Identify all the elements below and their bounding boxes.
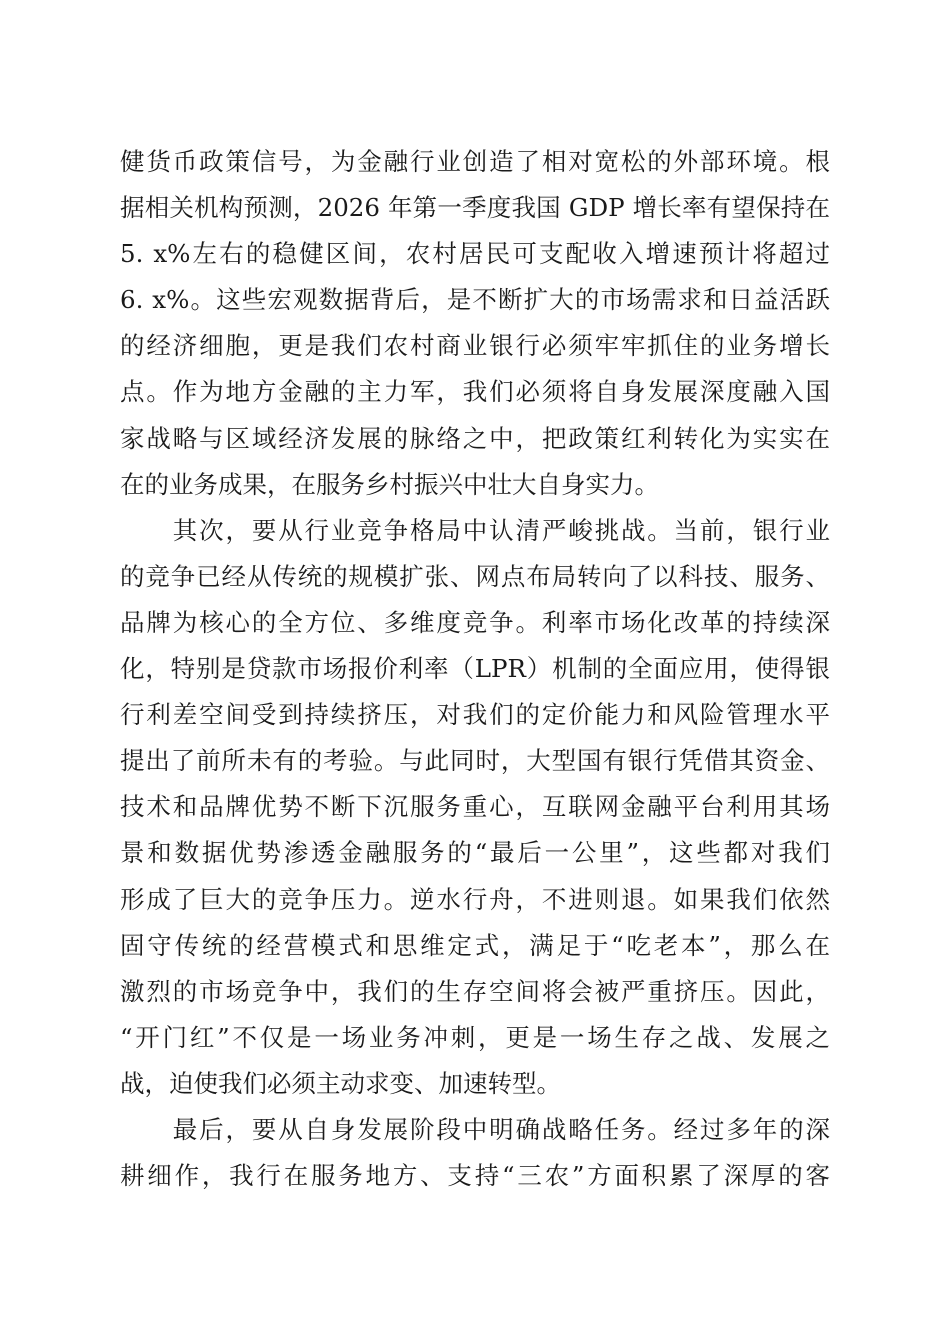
text-line: 在的业务成果，在服务乡村振兴中壮大自身实力。 (120, 469, 659, 499)
text-line: 技术和品牌优势不断下沉服务重心，互联网金融平台利用其场 (120, 792, 830, 822)
text-line: 品牌为核心的全方位、多维度竞争。利率市场化改革的持续深 (120, 607, 830, 637)
text-line: 景和数据优势渗透金融服务的“最后一公里”，这些都对我们 (120, 838, 830, 868)
text-line: 固守传统的经营模式和思维定式，满足于“吃老本”，那么在 (120, 930, 830, 960)
text-line: 6. x%。这些宏观数据背后，是不断扩大的市场需求和日益活跃 (120, 285, 830, 315)
text-line: 5. x%左右的稳健区间，农村居民可支配收入增速预计将超过 (120, 239, 830, 269)
text-line: 点。作为地方金融的主力军，我们必须将自身发展深度融入国 (120, 377, 830, 407)
body-text (120, 139, 830, 1199)
text-line: 最后，要从自身发展阶段中明确战略任务。经过多年的深 (120, 1114, 830, 1144)
text-line: “开门红”不仅是一场业务冲刺，更是一场生存之战、发展之 (120, 1022, 830, 1052)
text-line: 形成了巨大的竞争压力。逆水行舟，不进则退。如果我们依然 (120, 884, 830, 914)
text-line: 行利差空间受到持续挤压，对我们的定价能力和风险管理水平 (120, 700, 830, 730)
text-line: 的竞争已经从传统的规模扩张、网点布局转向了以科技、服务、 (120, 561, 830, 591)
text-line: 其次，要从行业竞争格局中认清严峻挑战。当前，银行业 (120, 515, 830, 545)
text-line: 的经济细胞，更是我们农村商业银行必须牢牢抓住的业务增长 (120, 331, 830, 361)
text-line: 据相关机构预测，2026 年第一季度我国 GDP 增长率有望保持在 (120, 193, 830, 223)
text-line: 家战略与区域经济发展的脉络之中，把政策红利转化为实实在 (120, 423, 830, 453)
text-line: 提出了前所未有的考验。与此同时，大型国有银行凭借其资金、 (120, 746, 830, 776)
text-line: 激烈的市场竞争中，我们的生存空间将会被严重挤压。因此， (120, 976, 830, 1006)
text-line: 耕细作，我行在服务地方、支持“三农”方面积累了深厚的客 (120, 1161, 830, 1191)
text-line: 健货币政策信号，为金融行业创造了相对宽松的外部环境。根 (120, 147, 830, 176)
text-line: 战，迫使我们必须主动求变、加速转型。 (120, 1068, 561, 1098)
text-line: 化，特别是贷款市场报价利率（LPR）机制的全面应用，使得银 (120, 654, 830, 684)
